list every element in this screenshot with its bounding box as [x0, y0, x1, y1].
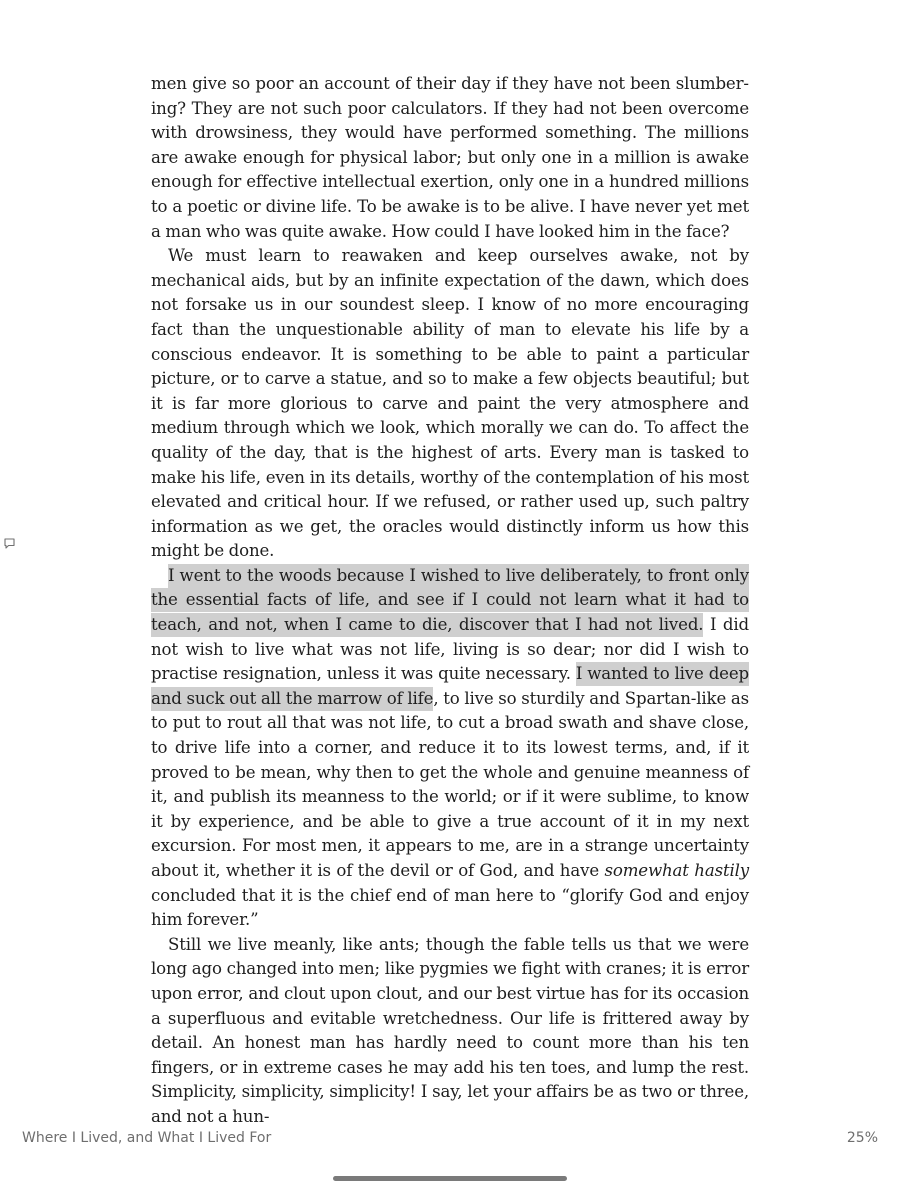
paragraph-text: concluded that it is the chief end of man here to “glorify God and enjoy him forever.”	[151, 885, 749, 930]
paragraph-text: I did not wish to live what was not life, living is so dear; nor did I wish to practise resignation, unless it was quite necessary.	[151, 615, 749, 684]
highlighted-passage-1[interactable]: I went to the woods because I wished to live deliberately, to front only the essential facts of life, and see if I could not learn what it had to teach, and not, when I came to die, discover that I had not lived.	[151, 564, 749, 637]
paragraph-text: We must learn to reawaken and keep ourselves awake, not by mechanical aids, but by an infinite expectation of the dawn, which does not forsake us in our soundest sleep. I know of no more encouraging fact than the unquestionable ability of man to elevate his life by a conscious endeavor. It is something to be able to paint a particular picture, or to carve a statue, and so to make a few objects beautiful; but it is far more glorious to carve and paint the very atmosphere and medium through which we look, which morally we can do. To affect the quality of the day, that is the highest of arts. Every man is tasked to make his life, even in its details, worthy of the contemplation of his most elevated and critical hour. If we refused, or rather used up, such paltry information as we get, the oracles would distinctly inform us how this might be done.	[151, 246, 749, 561]
paragraph-4	[151, 933, 749, 1130]
highlighted-passage-2[interactable]: I wanted to live deep and suck out all the marrow of life	[151, 662, 749, 711]
italic-text: somewhat hastily	[604, 861, 749, 880]
home-indicator[interactable]	[333, 1176, 567, 1181]
book-page-text	[151, 72, 749, 1130]
paragraph-1	[151, 72, 749, 244]
paragraph-text: , to live so sturdily and Spartan-like as to put to rout all that was not life, to cut a broad swath and shave close, to drive life into a corner, and reduce it to its lowest terms, and, if it proved to be mean, why then to get the whole and genuine meanness of it, and publish its meanness to the world; or if it were sublime, to know it by experience, and be able to give a true account of it in my next excursion. For most men, it appears to me, are in a strange uncertainty about it, whether it is of the devil or of God, and have	[151, 688, 749, 880]
paragraph-text: Still we live meanly, like ants; though the fable tells us that we were long ago changed into men; like pygmies we fight with cranes; it is error upon error, and clout upon clout, and our best virtue has for its occasion a superfluous and evitable wretchedness. Our life is frittered away by detail. An honest man has hardly need to count more than his ten fingers, or in extreme cases he may add his ten toes, and lump the rest. Simplicity, simplicity, simplicity! I say, let your affairs be as two or three, and not a hun-	[151, 934, 749, 1126]
chapter-title[interactable]: Where I Lived, and What I Lived For	[22, 1130, 272, 1146]
paragraph-2	[151, 244, 749, 564]
reading-progress[interactable]: 25%	[846, 1130, 878, 1146]
paragraph-3	[151, 564, 749, 933]
paragraph-text: men give so poor an account of their day if they have not been slumbering? They are not such poor calculators. If they had not been overcome with drowsiness, they would have performed something. The millions are awake enough for physical labor; but only one in a million is awake enough for effective intellectual exertion, only one in a hundred millions to a poetic or divine life. To be awake is to be alive. I have never yet met a man who was quite awake. How could I have looked him in the face?	[151, 74, 749, 241]
note-icon[interactable]	[4, 538, 15, 549]
